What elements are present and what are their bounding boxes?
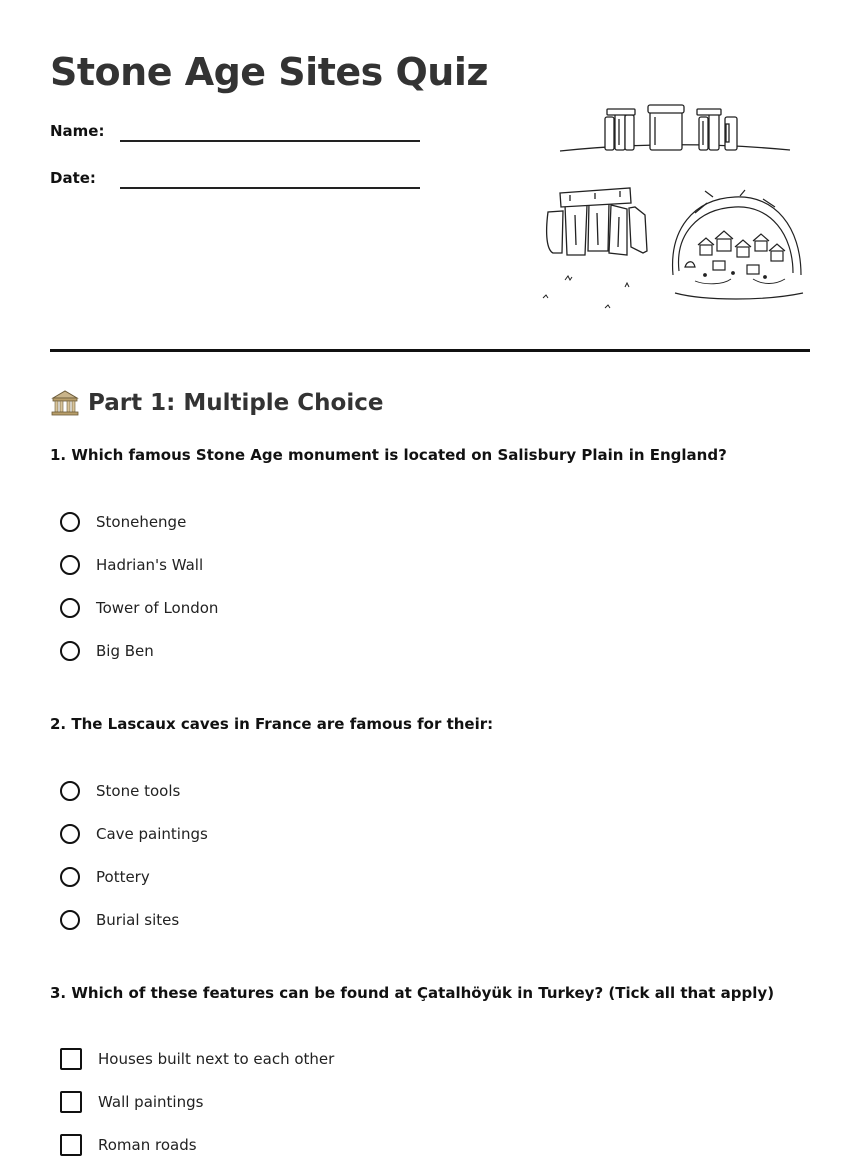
radio-button[interactable] — [60, 910, 80, 930]
header-divider — [50, 349, 810, 352]
question-2-option-1[interactable] — [60, 778, 180, 804]
question-1-option-3[interactable] — [60, 595, 218, 621]
question-3-option-3[interactable] — [60, 1132, 197, 1158]
question-2-option-3[interactable] — [60, 864, 150, 890]
stonehenge-panorama-illustration — [560, 105, 790, 151]
option-label: Stone tools — [96, 782, 181, 800]
option-label: Tower of London — [96, 599, 219, 617]
cave-village-illustration — [673, 190, 803, 299]
classical-building-icon — [50, 388, 80, 418]
option-label: Roman roads — [98, 1136, 197, 1154]
question-2-option-2[interactable] — [60, 821, 208, 847]
question-2-text: 2. The Lascaux caves in France are famous for their: — [50, 715, 494, 733]
option-label: Pottery — [96, 868, 150, 886]
option-label: Hadrian's Wall — [96, 556, 204, 574]
option-label: Cave paintings — [96, 825, 208, 843]
header-illustrations — [535, 95, 815, 320]
option-label: Burial sites — [96, 911, 180, 929]
radio-button[interactable] — [60, 867, 80, 887]
name-label: Name: — [50, 122, 105, 140]
option-label: Wall paintings — [98, 1093, 204, 1111]
option-label: Stonehenge — [96, 513, 187, 531]
radio-button[interactable] — [60, 555, 80, 575]
question-3-option-1[interactable] — [60, 1046, 334, 1072]
radio-button[interactable] — [60, 824, 80, 844]
name-input-line[interactable] — [120, 140, 420, 142]
checkbox[interactable] — [60, 1134, 82, 1156]
date-input-line[interactable] — [120, 187, 420, 189]
radio-button[interactable] — [60, 598, 80, 618]
question-1-text: 1. Which famous Stone Age monument is located on Salisbury Plain in England? — [50, 446, 727, 464]
option-label: Big Ben — [96, 642, 154, 660]
date-field[interactable] — [50, 163, 430, 193]
date-label: Date: — [50, 169, 96, 187]
standing-stones-illustration — [543, 188, 647, 308]
question-1-option-4[interactable] — [60, 638, 154, 664]
option-label: Houses built next to each other — [98, 1050, 335, 1068]
checkbox[interactable] — [60, 1048, 82, 1070]
question-1-option-2[interactable] — [60, 552, 203, 578]
name-field[interactable] — [50, 116, 430, 146]
checkbox[interactable] — [60, 1091, 82, 1113]
question-3-text: 3. Which of these features can be found at Çatalhöyük in Turkey? (Tick all that apply) — [50, 984, 775, 1002]
page-title: Stone Age Sites Quiz — [50, 50, 488, 94]
part1-heading — [50, 388, 383, 418]
part1-heading-text: Part 1: Multiple Choice — [88, 390, 384, 416]
question-3-option-2[interactable] — [60, 1089, 203, 1115]
radio-button[interactable] — [60, 641, 80, 661]
radio-button[interactable] — [60, 781, 80, 801]
question-2-option-4[interactable] — [60, 907, 179, 933]
radio-button[interactable] — [60, 512, 80, 532]
question-1-option-1[interactable] — [60, 509, 186, 535]
